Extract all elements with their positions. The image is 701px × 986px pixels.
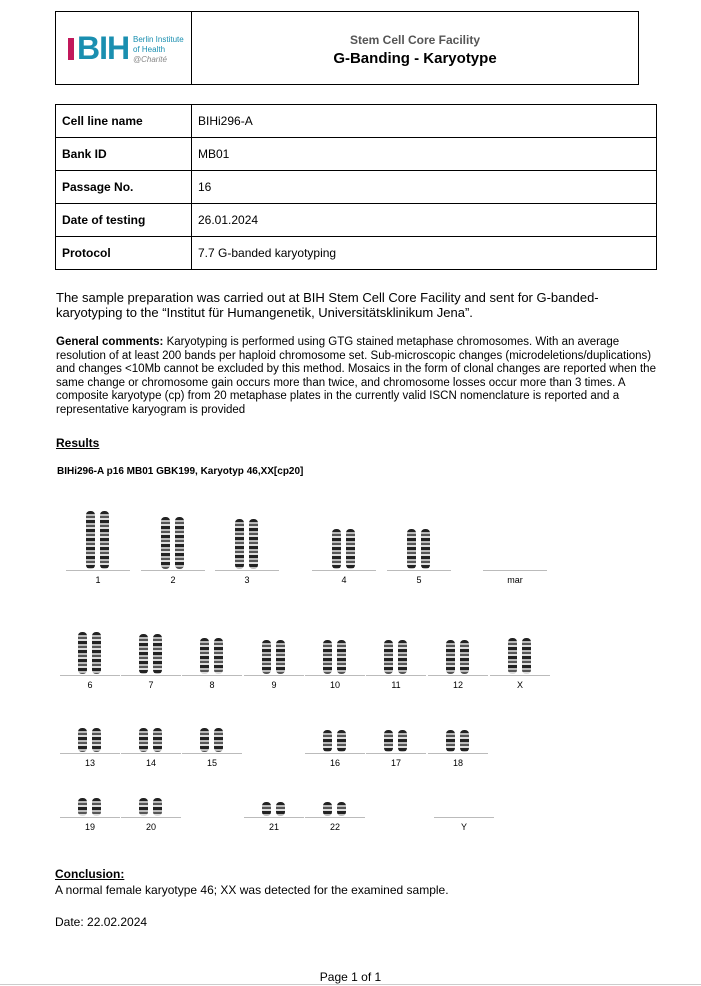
chromosome-label: 6 — [87, 680, 93, 690]
chromosome-label: 12 — [452, 680, 463, 690]
chromosome-baseline — [305, 817, 365, 818]
chromosome-baseline — [215, 570, 279, 571]
facility-name: Stem Cell Core Facility — [349, 33, 481, 47]
chromosome-slot — [182, 710, 242, 768]
chromosome-image — [346, 529, 355, 569]
chromosome-slot — [121, 612, 181, 690]
chromosome-image — [384, 640, 393, 674]
report-date: Date: 22.02.2024 — [55, 915, 148, 929]
chromosome-slot — [121, 710, 181, 768]
chromosome-image — [323, 802, 332, 816]
conclusion-heading: Conclusion: — [55, 867, 125, 881]
chromosome-label: 1 — [95, 575, 101, 585]
chromosome-image — [337, 730, 346, 752]
chromosome-label: 21 — [268, 822, 279, 832]
logo-mark: BIH — [68, 31, 129, 65]
table-row: Bank ID MB01 — [56, 138, 657, 171]
chromosome-slot — [387, 495, 451, 585]
chromosome-slot — [60, 612, 120, 690]
chromosome-baseline — [121, 675, 181, 676]
chromosome-image — [460, 640, 469, 674]
chromosome-image — [200, 638, 209, 674]
results-heading: Results — [56, 436, 100, 450]
chromosome-image — [214, 638, 223, 674]
chromosome-label: 2 — [170, 575, 176, 585]
chromosome-image — [337, 640, 346, 674]
chromosome-image — [262, 802, 271, 816]
chromosome-image — [522, 638, 531, 674]
chromosome-baseline — [305, 753, 365, 754]
chromosome-baseline — [434, 817, 494, 818]
chromosome-image — [153, 634, 162, 674]
chromosome-image — [262, 640, 271, 674]
chromosome-image — [421, 529, 430, 569]
sample-info-table — [55, 104, 657, 270]
chromosome-label: 13 — [84, 758, 95, 768]
chromosome-label: Y — [460, 822, 467, 832]
chromosome-image — [92, 632, 101, 674]
chromosome-image — [323, 730, 332, 752]
chromosome-label: 5 — [416, 575, 422, 585]
chromosome-slot — [121, 780, 181, 832]
chromosome-baseline — [305, 675, 365, 676]
chromosome-slot — [60, 780, 120, 832]
table-row: Cell line name BIHi296-A — [56, 105, 657, 138]
chromosome-image — [398, 730, 407, 752]
chromosome-baseline — [66, 570, 130, 571]
chromosome-slot — [141, 495, 205, 585]
chromosome-baseline — [60, 675, 120, 676]
chromosome-label: 3 — [244, 575, 250, 585]
chromosome-label: 17 — [390, 758, 401, 768]
chromosome-slot — [215, 495, 279, 585]
karyogram-title: BIHi296-A p16 MB01 GBK199, Karyotyp 46,XX[cp20] — [57, 466, 304, 477]
conclusion-text: A normal female karyotype 46; XX was detected for the examined sample. — [55, 883, 449, 897]
table-row: Passage No. 16 — [56, 171, 657, 204]
chromosome-image — [78, 632, 87, 674]
chromosome-baseline — [60, 817, 120, 818]
chromosome-slot — [428, 710, 488, 768]
chromosome-image — [139, 728, 148, 752]
chromosome-baseline — [312, 570, 376, 571]
chromosome-label: 10 — [329, 680, 340, 690]
chromosome-label: 16 — [329, 758, 340, 768]
chromosome-image — [235, 519, 244, 569]
report-title: G-Banding - Karyotype — [333, 50, 497, 67]
chromosome-slot — [312, 495, 376, 585]
chromosome-baseline — [141, 570, 205, 571]
chromosome-slot — [244, 780, 304, 832]
chromosome-baseline — [366, 675, 426, 676]
chromosome-slot — [305, 612, 365, 690]
chromosome-slot — [66, 495, 130, 585]
page-divider — [0, 984, 701, 985]
chromosome-label: mar — [507, 575, 523, 585]
chromosome-image — [78, 798, 87, 816]
chromosome-image — [446, 640, 455, 674]
chromosome-label: 18 — [452, 758, 463, 768]
chromosome-baseline — [121, 817, 181, 818]
chromosome-image — [100, 511, 109, 569]
chromosome-image — [384, 730, 393, 752]
chromosome-slot — [434, 780, 494, 832]
chromosome-baseline — [428, 675, 488, 676]
chromosome-label: 9 — [271, 680, 277, 690]
chromosome-baseline — [121, 753, 181, 754]
chromosome-slot — [305, 780, 365, 832]
chromosome-image — [86, 511, 95, 569]
report-header — [55, 11, 639, 85]
chromosome-slot — [366, 710, 426, 768]
chromosome-label: 22 — [329, 822, 340, 832]
logo-subtitle: Berlin Institute of Health @Charité — [133, 35, 184, 64]
chromosome-baseline — [428, 753, 488, 754]
general-comments: General comments: Karyotyping is performed using GTG stained metaphase chromosomes. With an average resolution of at least 200 bands per haploid chromosome set. Sub-microscopic changes (microdeletions/duplications) and changes <10Mb cannot be excluded by this method. Mosaics in the form of clonal changes are reported when the same change or chromosome gain occurs more than twice, and chromosome losses occur more than 3 times. A composite karyotype (cp) from 20 metaphase plates in the currently valid ISCN nomenclature is reported and a representative karyogram is provided — [56, 336, 656, 416]
chromosome-slot — [244, 612, 304, 690]
chromosome-baseline — [244, 817, 304, 818]
chromosome-slot — [182, 612, 242, 690]
chromosome-slot — [428, 612, 488, 690]
chromosome-image — [398, 640, 407, 674]
page-number: Page 1 of 1 — [319, 970, 382, 984]
chromosome-image — [460, 730, 469, 752]
chromosome-image — [332, 529, 341, 569]
chromosome-baseline — [483, 570, 547, 571]
chromosome-image — [249, 519, 258, 569]
chromosome-image — [407, 529, 416, 569]
chromosome-baseline — [60, 753, 120, 754]
chromosome-label: 4 — [341, 575, 347, 585]
chromosome-slot — [483, 495, 547, 585]
logo — [56, 12, 192, 84]
table-row: Protocol 7.7 G-banded karyotyping — [56, 237, 657, 270]
chromosome-image — [200, 728, 209, 752]
chromosome-image — [139, 634, 148, 674]
chromosome-image — [78, 728, 87, 752]
chromosome-label: 11 — [391, 680, 401, 690]
chromosome-image — [276, 802, 285, 816]
chromosome-baseline — [182, 675, 242, 676]
chromosome-image — [161, 517, 170, 569]
chromosome-image — [92, 798, 101, 816]
chromosome-image — [153, 798, 162, 816]
chromosome-slot — [305, 710, 365, 768]
table-row: Date of testing 26.01.2024 — [56, 204, 657, 237]
chromosome-image — [214, 728, 223, 752]
chromosome-baseline — [244, 675, 304, 676]
chromosome-label: 15 — [206, 758, 217, 768]
chromosome-label: X — [516, 680, 523, 690]
chromosome-baseline — [366, 753, 426, 754]
intro-paragraph: The sample preparation was carried out at BIH Stem Cell Core Facility and sent for G-banded-karyotyping to the “Institut für Humangenetik, Universitätsklinikum Jena”. — [56, 290, 599, 320]
chromosome-image — [323, 640, 332, 674]
chromosome-slot — [366, 612, 426, 690]
chromosome-image — [508, 638, 517, 674]
chromosome-image — [175, 517, 184, 569]
chromosome-label: 7 — [148, 680, 154, 690]
chromosome-image — [276, 640, 285, 674]
chromosome-slot — [490, 612, 550, 690]
chromosome-baseline — [182, 753, 242, 754]
chromosome-label: 8 — [209, 680, 215, 690]
chromosome-image — [337, 802, 346, 816]
chromosome-baseline — [387, 570, 451, 571]
chromosome-image — [153, 728, 162, 752]
chromosome-image — [92, 728, 101, 752]
chromosome-image — [446, 730, 455, 752]
chromosome-label: 14 — [145, 758, 156, 768]
chromosome-image — [139, 798, 148, 816]
chromosome-baseline — [490, 675, 550, 676]
chromosome-label: 20 — [145, 822, 156, 832]
chromosome-slot — [60, 710, 120, 768]
chromosome-label: 19 — [84, 822, 95, 832]
